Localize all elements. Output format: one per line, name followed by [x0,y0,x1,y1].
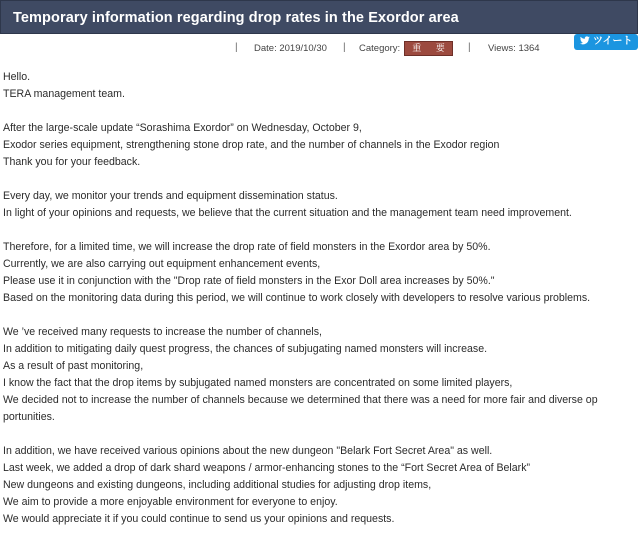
article-line: TERA management team. [3,88,125,100]
article-body [3,69,639,528]
tweet-label: ツイート [593,36,633,47]
article-line: We ’ve received many requests to increase the number of channels, [3,326,322,338]
article-line: New dungeons and existing dungeons, including additional studies for adjusting drop items, [3,479,432,491]
article-line: Every day, we monitor your trends and equipment dissemination status. [3,190,338,202]
paragraph-gap [3,103,639,120]
paragraph-gap [3,426,639,443]
article-line: Therefore, for a limited time, we will increase the drop rate of field monsters in the Exordor area by 50%. [3,241,491,253]
article-line: Based on the monitoring data during this period, we will continue to work closely with developers to resolve various problems. [3,292,591,304]
meta-separator: | [235,42,238,53]
article-line: After the large-scale update “Sorashima Exordor” on Wednesday, October 9, [3,122,362,134]
article-line: We would appreciate it if you could continue to send us your opinions and requests. [3,513,395,525]
paragraph-gap [3,222,639,239]
article-line: In addition, we have received various opinions about the new dungeon "Belark Fort Secret Area" as well. [3,445,493,457]
article-line: Please use it in conjunction with the "Drop rate of field monsters in the Exor Doll area increases by 50%." [3,275,495,287]
article-line: As a result of past monitoring, [3,360,144,372]
article-line: I know the fact that the drop items by subjugated named monsters are concentrated on some limited players, [3,377,513,389]
category-label: Category: [359,43,401,54]
twitter-bird-icon [580,36,590,45]
view-count: Views: 1364 [488,43,540,54]
article-line: Hello. [3,71,31,83]
category-badge[interactable]: 重 要 [404,41,453,56]
article-line: portunities. [3,411,55,423]
article-line: In light of your opinions and requests, we believe that the current situation and the management team need improvement. [3,207,572,219]
post-meta [0,40,640,58]
article-line: Thank you for your feedback. [3,156,141,168]
article-line: We aim to provide a more enjoyable environment for everyone to enjoy. [3,496,338,508]
title-bar [0,0,638,34]
paragraph-gap [3,171,639,188]
article-line: In addition to mitigating daily quest progress, the chances of subjugating named monsters will increase. [3,343,488,355]
article-line: Currently, we are also carrying out equipment enhancement events, [3,258,321,270]
article-line: We decided not to increase the number of channels because we determined that there was a need for more fair and diverse op [3,394,598,406]
tweet-button[interactable] [574,34,638,50]
paragraph-gap [3,307,639,324]
meta-separator: | [343,42,346,53]
article-line: Last week, we added a drop of dark shard weapons / armor-enhancing stones to the “Fort Secret Area of Belark” [3,462,531,474]
post-date: Date: 2019/10/30 [254,43,327,54]
page-title: Temporary information regarding drop rates in the Exordor area [13,10,459,26]
article-line: Exodor series equipment, strengthening stone drop rate, and the number of channels in the Exodor region [3,139,500,151]
meta-separator: | [468,42,471,53]
